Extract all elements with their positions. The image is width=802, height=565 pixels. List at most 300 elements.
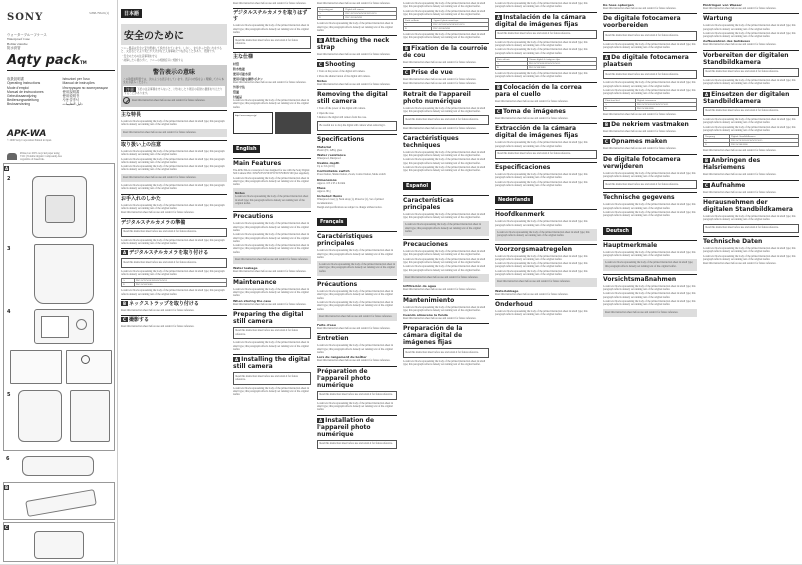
section-heading: Précautions (317, 279, 397, 288)
lang-item: Manual de instruções (62, 81, 95, 86)
body-text: Lorem text block representing the body of the printed instruction sheet in small type; this paragraph reflects densely set running text of the original leaflet. (317, 401, 393, 412)
body-text: Lorem text block representing the body of the printed instruction sheet in small type; this paragraph reflects densely set running text of the original leaflet. (403, 106, 486, 113)
recycle-logo-icon (7, 153, 17, 160)
section-heading: Instalación de la cámara digital de imágenes fijas (495, 13, 586, 28)
body-text: Lorem text block representing the body of the printed instruction sheet in small type; this paragraph reflects densely set running text of the original leaflet. (403, 33, 486, 40)
figure-label-b: B (5, 485, 9, 490)
body-text: Lorem text block representing the body of the printed instruction sheet in small type; this paragraph reflects densely set running text of the original leaflet. (317, 22, 393, 32)
section-letter: A (319, 417, 323, 423)
section-heading: Precautions (233, 211, 311, 220)
section-letter: C (705, 182, 708, 188)
body-text: Lorem text block representing the body of the printed instruction sheet in small type; this paragraph reflects densely set running text of the original leaflet. (233, 244, 309, 254)
box-text: Read this instruction sheet before use and retain it for future reference. (123, 230, 197, 234)
note-text: Read this instruction sheet before use and retain it for future reference. (123, 175, 197, 179)
lang-item: Mode d'emploi (7, 85, 29, 90)
lang-item: Operating Instructions (7, 81, 41, 86)
detail-illustration-right (66, 350, 112, 384)
body-text: Lorem text block representing the body of the printed instruction sheet in small type; this paragraph reflects densely set running text of the original leaflet. (403, 305, 486, 312)
body-text: Lorem text block representing the body of the printed instruction sheet in small type; this paragraph reflects densely set running text of the original leaflet. (603, 211, 696, 218)
body-text: Lorem text block representing the body of the printed instruction sheet in small type; this paragraph reflects densely set running text of the original leaflet. (603, 284, 696, 292)
step-number: 3 (7, 246, 11, 252)
lang-item: 使用说明书 (62, 94, 80, 98)
section-heading: Extracción de la cámara digital de imágenes fijas (495, 123, 597, 139)
section-letter: A (705, 91, 709, 97)
copyright: © 2006 Sony Corporation Printed in Japan (7, 138, 52, 142)
shooting-hands-illustration (34, 531, 84, 559)
body-text: Read this instruction sheet before use and retain it for future reference. (403, 60, 477, 64)
section-heading: Installing the digital still camera (233, 356, 310, 371)
warning-caption: 警告表示の意味 (152, 69, 195, 77)
step-text: 1 Turn on the power of the digital still camera. (317, 70, 366, 74)
section-heading: 取り扱い上の注意 (121, 140, 227, 148)
box-text: Read this instruction sheet before use and retain it for future reference. (705, 109, 779, 113)
latch-illustration (70, 390, 110, 442)
body-text: Read this instruction sheet before use and retain it for future reference. (317, 53, 391, 57)
section-heading: De nekriem vastmaken (611, 120, 689, 128)
box-text: Be careful not to drop the digital still camera when removing it. (319, 123, 386, 127)
support-right-block (275, 112, 311, 134)
body-text: Lorem text block representing the body of the printed instruction sheet in small type; this paragraph reflects densely set running text of the original leaflet. (403, 359, 486, 366)
body-text: Lorem text block representing the body of the printed instruction sheet in small type; this paragraph reflects densely set running text of the original leaflet. (121, 165, 225, 172)
section-heading: Aufnahme (710, 181, 746, 189)
box-text: Read this instruction sheet before use and retain it for future reference. (605, 33, 679, 37)
section-heading: Caractéristiques techniques (403, 133, 489, 149)
body-text: Lorem text block representing the body of the printed instruction sheet in small type; this paragraph reflects densely set running text of the original leaflet. (495, 141, 588, 148)
lang-tag-dutch: Nederlands (495, 196, 533, 204)
body-text: Lorem text block representing the body of the printed instruction sheet in small type; this paragraph reflects densely set running text of the original leaflet. (121, 289, 225, 296)
box-text: Read this instruction sheet before use and retain it for future reference. (705, 226, 779, 230)
body-text: Lorem text block representing the body of the printed instruction sheet in small type; this paragraph reflects densely set running text of the original leaflet. (495, 40, 588, 48)
subheading: Water leakage (233, 266, 258, 271)
body-text: Lorem text block representing the body of the printed instruction sheet in small type; this paragraph reflects densely set running text of the original leaflet. (317, 290, 393, 300)
note-text: Lorem text block representing the body of the printed instruction sheet in small type; this paragraph reflects densely set running text of the original leaflet. (497, 230, 590, 238)
spec-value: Plastic (PC, ABS), glass (317, 148, 343, 152)
body-text: Lorem text block representing the body of the printed instruction sheet in small type; this paragraph reflects densely set running text of the original leaflet. (121, 184, 225, 191)
body-text: Lorem text block representing the body of the printed instruction sheet in small type; this paragraph reflects densely set running text of the original leaflet. (233, 176, 309, 187)
body-text: Lorem text block representing the body of the printed instruction sheet in small type; this paragraph reflects densely set running text of the original leaflet. (233, 24, 309, 34)
section-heading: Voorzorgsmaatregelen (495, 244, 597, 253)
product-name: Aqty packTM (7, 53, 115, 71)
section-heading: Attaching the neck strap (317, 37, 390, 52)
body-text: Read this instruction sheet before use and retain it for future reference. (121, 325, 195, 329)
body-text: Lorem text block representing the body of the printed instruction sheet in small type; this paragraph reflects densely set running text of the original leaflet. (233, 233, 309, 243)
section-heading: Características principales (403, 195, 489, 211)
body-text: Read this instruction sheet before use and retain it for future reference. (233, 2, 307, 5)
figure-panel-c (3, 522, 115, 562)
body-text: Lorem text block representing the body of the printed instruction sheet in small type; this paragraph reflects densely set running text of the original leaflet. (603, 81, 696, 88)
section-letter: A (497, 14, 501, 20)
lang-item: Istruzioni per l'uso (62, 77, 90, 82)
section-letter: C (405, 70, 408, 76)
section-letter: B (319, 38, 323, 44)
japanese-column (118, 0, 230, 565)
body-text: Read this instruction sheet before use and retain it for future reference. (703, 43, 777, 47)
note-text: Read this instruction sheet before use and retain it for future reference. (497, 280, 571, 284)
dutch-german-column (600, 0, 700, 565)
section-heading: お手入れのしかた (121, 194, 227, 202)
lang-item: 取扱説明書 (7, 77, 24, 82)
section-heading: 主な仕様 (233, 52, 311, 60)
section-letter: C (123, 317, 126, 323)
body-text: Read this instruction sheet before use and retain it for future reference. (403, 78, 477, 82)
box-text: Read this instruction sheet before use and retain it for future reference. (235, 374, 298, 382)
section-heading: Technische Daten (703, 236, 799, 245)
section-letter: C (497, 108, 500, 114)
camera-in-case-illustration (18, 390, 62, 442)
subheading: Cuando almacene la funda (403, 313, 448, 318)
body-text: Read this instruction sheet before use and retain it for future reference. (317, 83, 391, 87)
support-url[interactable]: http://www.sony.co.jp/ (235, 113, 257, 117)
body-text: Lorem text block representing the body of the printed instruction sheet in small type; this paragraph reflects densely set running text of the original leaflet. (603, 171, 696, 178)
es-compat-table: Parte saliente Cámara digital de imágenes fijas A DSC-W70/W50/W30/W35/W55 B DSC-W100/W80 (495, 57, 597, 70)
section-heading: Precauciones (403, 239, 489, 248)
body-text: Lorem text block representing the body of the printed instruction sheet in small type; this paragraph reflects densely set running text of the original leaflet. (403, 150, 486, 158)
lang-item: 使用說明書 (62, 89, 80, 94)
subheading: Infiltración de agua (403, 284, 437, 289)
section-heading: Vorsichtsmaßnahmen (603, 274, 697, 283)
body-text: Read this instruction sheet before use and retain it for future reference. (403, 317, 477, 321)
spec-label: Controllable switch (317, 169, 350, 174)
lang-item: Bruksanvisning (7, 102, 30, 107)
lang-item: Gebruiksaanwijzing (7, 94, 37, 98)
section-heading: De digitale fotocamera verwijderen (603, 154, 697, 170)
spec-label: Dimensions (317, 177, 337, 182)
body-text: Lorem text block representing the body of the printed instruction sheet in small type; this paragraph reflects densely set running text of the original leaflet. (495, 180, 588, 188)
section-heading: Entretien (317, 333, 397, 342)
section-heading: Einsetzen der digitalen Standbildkamera (703, 90, 790, 105)
spec-label: Mass (317, 186, 326, 191)
body-text: Lorem text block representing the body of the printed instruction sheet in small type; this paragraph reflects densely set running text of the original leaflet. (495, 173, 588, 180)
lang-tag-japanese: 日本語 (121, 9, 142, 18)
body-text: Read this instruction sheet before use and retain it for future reference. (495, 116, 569, 120)
section-heading: Maintenance (233, 277, 311, 286)
spec-label: 質量 (233, 90, 240, 95)
subheading: Lors du rangement du boîtier (317, 355, 367, 360)
body-text: Lorem text block representing the body of the printed instruction sheet in small type; this paragraph reflects densely set running text of the original leaflet. (317, 344, 393, 354)
section-letter: B (497, 84, 501, 90)
fr-compat-table: Partie saillante Appareil photo numérique A DSC-W70/W50/W30/W35/W55 B DSC-W100/W80 (403, 18, 489, 31)
section-heading: Specifications (317, 134, 397, 143)
spec-label: 付属品 (233, 95, 243, 100)
spec-label: 防水性能 (233, 66, 246, 71)
spec-value: Approx. 105 x 95 x 64 mm (317, 181, 346, 185)
section-letter: B (705, 158, 709, 164)
section-letter: B (605, 121, 609, 127)
body-text: Read this instruction sheet before use and retain it for future reference. (703, 262, 777, 266)
spec-value: Waterproof, Dustproof (317, 156, 341, 160)
body-text: Read this instruction sheet before use and retain it for future reference. (121, 211, 195, 215)
box-text: Read this instruction sheet before use and retain it for future reference. (605, 182, 679, 186)
note-text: Read this instruction sheet before use and retain it for future reference. (235, 258, 309, 262)
lang-item: Manual de instrucciones (7, 89, 44, 94)
section-letter: C (319, 62, 322, 68)
section-letter: A (605, 55, 609, 61)
caution-label: 注意 (126, 86, 134, 92)
note-text: Read this instruction sheet before use and retain it for future reference. (605, 310, 679, 314)
lang-item: 사용설명서 (62, 98, 79, 103)
body-text: Read this instruction sheet before use and retain it for future reference. (603, 7, 677, 10)
box-text: Read this instruction sheet before use and retain it for future reference. (123, 260, 197, 264)
subheading: Aufbewahren des Gehäuses (703, 39, 750, 44)
section-heading: 主な特長 (121, 110, 227, 118)
body-text: Lorem text block representing the body of the printed instruction sheet in small type; this paragraph reflects densely set running text of the original leaflet. (703, 125, 796, 132)
body-text: Read this instruction sheet before use and retain it for future reference. (233, 270, 307, 274)
subheading: When storing the case (233, 298, 272, 303)
safety-title: 安全のために (124, 31, 184, 42)
section-heading: Vorbereiten der digitalen Standbildkamera (703, 50, 799, 66)
jp-compat-table: A DSC-W70/W50/W30/W35/W55 B DSC-W100/W80 (121, 278, 227, 287)
section-letter: A (123, 250, 127, 256)
body-text: Lorem text block representing the body of the printed instruction sheet in small type; this paragraph reflects densely set running text of the original leaflet. (495, 220, 588, 227)
note-text: Lorem text block representing the body of the printed instruction sheet in small type; this paragraph reflects densely set running text of the original leaflet. (605, 261, 694, 268)
body-text: Lorem text block representing the body of the printed instruction sheet in small type; this paragraph reflects densely set running text of the original leaflet. (233, 386, 309, 397)
figure-label-a: A (5, 166, 9, 171)
body-text: Read this instruction sheet before use and retain it for future reference. (132, 99, 206, 103)
body-text: Read this instruction sheet before use and retain it for future reference. (233, 80, 307, 84)
body-text: Lorem text block representing the body of the printed instruction sheet in small type; this paragraph reflects densely set running text of the original leaflet. (603, 250, 696, 257)
box-text: Read this instruction sheet before use and retain it for future reference. (405, 117, 479, 121)
section-heading: Retrait de l'appareil photo numérique (403, 89, 489, 105)
body-text: Lorem text block representing the body of the printed instruction sheet in small type; this paragraph reflects densely set running text of the original leaflet. (703, 254, 796, 261)
spec-value: Approx. 80 g (317, 190, 331, 194)
warning-text: この取扱説明書では、次のような表示をしています。表示の内容をよく理解してから本文をお読みください。 (123, 78, 224, 85)
body-text: Read this instruction sheet before use and retain it for future reference. (403, 82, 477, 86)
safety-title-box (121, 24, 227, 45)
body-text: Lorem text block representing the body of the printed instruction sheet in small type; this paragraph reflects densely set running text of the original leaflet. (495, 254, 588, 261)
body-text: Read this instruction sheet before use and retain it for future reference. (317, 327, 391, 331)
step-text: 1 Turn off the power of the digital still camera. (317, 107, 366, 111)
section-heading: Onderhoud (495, 299, 597, 308)
nl-compat-table: Uitstekend deel Digitale fotocamera A DSC-W70/W50/W30/W35/W55 B DSC-W100/W80 (603, 98, 697, 111)
lang-tag-spanish: Español (403, 182, 431, 190)
subheading: Eindringen von Wasser (703, 3, 742, 7)
step-number: 5 (7, 392, 11, 398)
note-text: Read this instruction sheet before use and retain it for future reference. (123, 130, 197, 134)
section-heading: Technische gegevens (603, 192, 697, 201)
body-text: Read this instruction sheet before use and retain it for future reference. (703, 7, 777, 10)
section-heading: Caractéristiques principales (317, 231, 397, 247)
spec-label: 使用可能水深 (233, 71, 252, 76)
figure-panel-a (3, 163, 115, 451)
body-text: Lorem text block representing the body of the printed instruction sheet in small type; this paragraph reflects densely set running text of the original leaflet. (403, 9, 486, 16)
body-text: Read this instruction sheet before use and retain it for future reference. (233, 302, 307, 306)
figure-label-c: C (5, 525, 8, 530)
body-text: Lorem text block representing the body of the printed instruction sheet in small type; this paragraph reflects densely set running text of the original leaflet. (403, 212, 486, 219)
section-heading: Especificaciones (495, 162, 597, 171)
body-text: Lorem text block representing the body of the printed instruction sheet in small type; this paragraph reflects densely set running text of the original leaflet. (495, 48, 588, 55)
safety-point: ・故障したら使わずに、ソニーの相談窓口に相談する (121, 58, 184, 62)
body-text: Lorem text block representing the body of the printed instruction sheet in small type; this paragraph reflects densely set running text of the original leaflet. (495, 72, 588, 79)
box-text: Read this instruction sheet before use and retain it for future reference. (319, 393, 393, 397)
recycle-note (7, 152, 114, 162)
de-compat-table: Vorsprung Digitale Standbildkamera A DSC-W70/W50/W30/W35/W55 B DSC-W100/W80 (703, 134, 799, 147)
box-text: Read this instruction sheet before use and retain it for future reference. (319, 442, 393, 446)
body-text: Lorem text block representing the body of the printed instruction sheet in small type; this paragraph reflects densely set running text of the original leaflet. (403, 257, 486, 265)
language-list (7, 77, 114, 106)
section-heading: 撮影する (128, 317, 149, 324)
section-heading: デジタルスチルカメラを取りはずす (233, 8, 311, 22)
sony-logo: SONY (7, 12, 44, 23)
model-number: APK-WA (7, 128, 47, 139)
body-text: Lorem text block representing the body of the printed instruction sheet in small type; this paragraph reflects densely set running text of the original leaflet. (317, 249, 393, 259)
recycle-line: VOC (Volatile Organic Compound)-free (20, 154, 62, 158)
body-text: Lorem text block representing the body of the printed instruction sheet in small type; this paragraph reflects densely set running text of the original leaflet. (403, 2, 486, 9)
neck-strap-illustration (25, 489, 97, 517)
body-text: Lorem text block representing the body of the printed instruction sheet in small type; this paragraph reflects densely set running text of the original leaflet. (121, 120, 225, 127)
spec-label: 使用可能な操作ボタン (233, 76, 264, 81)
body-text: Lorem text block representing the body of the printed instruction sheet in small type; this paragraph reflects densely set running text of the original leaflet. (121, 157, 225, 164)
figure-panel-b (3, 482, 115, 520)
section-letter: A (235, 357, 239, 363)
body-text: Lorem text block representing the body of the printed instruction sheet in small type; this paragraph reflects densely set running text of the original leaflet. (703, 117, 796, 125)
cover-column (0, 0, 118, 565)
body-text: Read this instruction sheet before use and retain it for future reference. (495, 292, 569, 296)
body-text: Lorem text block representing the body of the printed instruction sheet in small type; this paragraph reflects densely set running text of the original leaflet. (703, 246, 796, 254)
body-text: Lorem text block representing the body of the printed instruction sheet in small type; this paragraph reflects densely set running text of the original leaflet. (121, 203, 225, 210)
section-heading: Toma de imágenes (502, 107, 566, 115)
lang-tag-english: English (233, 145, 260, 153)
body-text: Lorem text block representing the body of the printed instruction sheet in small type; this paragraph reflects densely set running text of the original leaflet. (603, 42, 696, 49)
body-text: Lorem text block representing the body of the printed instruction sheet in small type; this paragraph reflects densely set running text of the original leaflet. (703, 79, 796, 86)
spec-value: Power button, Shutter button, Zoom, Control button, Mode switch (317, 173, 386, 177)
section-heading: Hauptmerkmale (603, 240, 697, 249)
body-text: Lorem text block representing the body of the printed instruction sheet in small type; this paragraph reflects densely set running text of the original leaflet. (495, 269, 588, 277)
section-letter: C (605, 139, 608, 145)
box-text: Read this instruction sheet before use and retain it for future reference. (405, 350, 479, 354)
subheading: De hoes opbergen (603, 3, 634, 7)
step-number: 2 (7, 176, 11, 182)
body-text: Lorem text block representing the body of the printed instruction sheet in small type; this paragraph reflects densely set running text of the original leaflet. (603, 203, 696, 210)
body-text: Lorem text block representing the body of the printed instruction sheet in small type; this paragraph reflects densely set running text of the original leaflet. (703, 24, 796, 31)
lang-item: Bedienungsanleitung (7, 98, 39, 103)
section-heading: Wartung (703, 13, 799, 22)
strap-attach-illustration (22, 456, 94, 476)
spec-label: 材質 (233, 61, 240, 66)
prohibit-text: 下記の注意事項を守らないと、けがをしたり周辺の家財に損害を与えたりすることがあります。 (124, 87, 223, 95)
body-text: Read this instruction sheet before use and retain it for future reference. (403, 288, 477, 292)
section-letter: B (123, 300, 127, 306)
section-heading: Removing the digital still camera (317, 89, 397, 105)
note-text: Read this instruction sheet before use and retain it for future reference. (405, 275, 479, 279)
body-text: Lorem text block representing the body of the printed instruction sheet in small type; this paragraph reflects densely set running text of the original leaflet. (403, 158, 486, 165)
section-heading: Prise de vue (410, 69, 453, 77)
subtitle-fr: Boîtier étanche (7, 41, 28, 46)
body-text: Read this instruction sheet before use and retain it for future reference. (403, 126, 477, 130)
section-letter: B (405, 45, 409, 51)
case-open-illustration (34, 244, 94, 304)
subheading: Fuite d'eau (317, 323, 336, 328)
box-text: Read this instruction sheet before use and retain it for future reference. (497, 32, 571, 36)
box-text: Read this instruction sheet before use and retain it for future reference. (605, 72, 679, 76)
support-left (233, 112, 273, 134)
support-banner (233, 112, 311, 134)
box-text: Read this instruction sheet before use and retain it for future reference. (705, 70, 779, 74)
french-spanish-column (400, 0, 492, 565)
spanish-dutch-column (492, 0, 600, 565)
spec-label: Included items (317, 194, 342, 199)
subtitle-zh: 防水套管 (7, 45, 21, 50)
body-text: Read this instruction sheet before use and retain it for future reference. (703, 149, 777, 153)
section-heading: Preparing the digital still camera (233, 309, 311, 325)
section-heading: Preparación de la cámara digital de imágenes fijas (403, 323, 489, 346)
body-text: Lorem text block representing the body of the printed instruction sheet in small type; this paragraph reflects densely set running text of the original leaflet. (233, 99, 309, 109)
lang-tag-german: Deutsch (603, 227, 632, 235)
spec-label: 外形寸法 (233, 85, 246, 90)
body-text: Lorem text block representing the body of the printed instruction sheet in small type; this paragraph reflects densely set running text of the original leaflet. (495, 309, 588, 317)
body-text: Lorem text block representing the body of the printed instruction sheet in small type; this paragraph reflects densely set running text of the original leaflet. (121, 149, 225, 157)
body-text: Lorem text block representing the body of the printed instruction sheet in small type; this paragraph reflects densely set running text of the original leaflet. (703, 31, 796, 39)
recycle-line: Printed on 100% recycled paper using (20, 151, 60, 155)
body-text: Lorem text block representing the body of the printed instruction sheet in small type; this paragraph reflects densely set running text of the original leaflet. (403, 166, 486, 173)
doc-code: 3-868-796-01(1) (89, 11, 109, 15)
body-text: Read this instruction sheet before use and retain it for future reference. (603, 129, 677, 133)
notes-label: Notes (235, 191, 245, 196)
camera-back-illustration (34, 309, 94, 344)
body-text: Lorem text block representing the body of the printed instruction sheet in small type; this paragraph reflects densely set running text of the original leaflet. (603, 292, 696, 299)
body-text: Read this instruction sheet before use and retain it for future reference. (603, 112, 677, 116)
body-text: Read this instruction sheet before use and retain it for future reference. (317, 359, 391, 363)
body-text: Lorem text block representing the body of the printed instruction sheet in small type; this paragraph reflects densely set running text of the original leaflet. (233, 287, 309, 298)
lang-tag-french: Français (317, 218, 347, 226)
warning-box (121, 65, 227, 107)
note-text: Lorem text block representing the body of the printed instruction sheet in small type; this paragraph reflects densely set running text of the original leaflet. (235, 195, 309, 206)
section-heading: Installation de l'appareil photo numérique (317, 416, 375, 438)
body-text: The APK-WA is a waterproof case designed for use with the Sony Digital Still Camera DSC-W30/W35/W50/W55/W70/W80/W100 (not supplied). (233, 168, 310, 176)
section-heading: Colocación de la correa para el cuello (495, 83, 582, 98)
body-text: Lorem text block representing the body of the printed instruction sheet in small type; this paragraph reflects densely set running text of the original leaflet. (233, 341, 309, 351)
subtitle-ja: ウォータープルーフケース (7, 33, 47, 37)
box-text: Read this instruction sheet before use and retain it for future reference. (235, 329, 298, 336)
section-heading: Mantenimiento (403, 295, 489, 304)
notes-label: Notes (317, 79, 327, 84)
section-heading: ネックストラップを取り付ける (129, 300, 199, 307)
body-text: Read this instruction sheet before use and retain it for future reference. (703, 173, 777, 177)
body-text: Lorem text block representing the body of the printed instruction sheet in small type; this paragraph reflects densely set running text of the original leaflet. (317, 300, 393, 311)
spec-label: Usable depth (317, 161, 340, 166)
subheading: Waterlekkage (495, 288, 519, 293)
english-french-column (314, 0, 400, 565)
section-heading: Anbringen des Halsriemens (703, 157, 761, 172)
body-text: Read this instruction sheet before use and retain it for future reference. (317, 2, 391, 5)
body-text: Lorem text block representing the body of the printed instruction sheet in small type; this paragraph reflects densely set running text of the original leaflet. (495, 262, 588, 269)
note-text: Lorem text block representing the body of the printed instruction sheet in small type; this paragraph reflects densely set running text of the original leaflet. (405, 223, 481, 233)
box-text: Read this instruction sheet before use and retain it for future reference. (235, 38, 298, 45)
japanese-english-column (230, 0, 314, 565)
body-text: Lorem text block representing the body of the printed instruction sheet in small type; this paragraph reflects densely set running text of the original leaflet. (703, 215, 796, 222)
step-text: 2 Press the shutter button of the digital still camera. (317, 74, 371, 78)
subtitle-en: Waterproof Case (7, 37, 30, 42)
section-heading: Opnames maken (610, 138, 668, 146)
body-text: Lorem text block representing the body of the printed instruction sheet in small type; this paragraph reflects densely set running text of the original leaflet. (603, 89, 696, 96)
section-heading: Shooting (324, 61, 356, 69)
spec-note: Design and specifications are subject to change without notice. (317, 205, 383, 209)
section-heading: Herausnehmen der digitalen Standbildkamera (703, 197, 799, 213)
section-heading: Préparation de l'appareil photo numérique (317, 366, 397, 389)
section-heading: デジタルスチルカメラを取り付ける (129, 250, 209, 257)
step-text: 3 Remove the digital still camera from the case. (317, 115, 367, 119)
german-column (700, 0, 802, 565)
safety-text: ソニー製品は安全に充分配慮して設計されています。しかし、まちがった使い方をすると、火災などにより死亡や大けがなど人身事故につながることがあり、危険です。 (121, 47, 222, 54)
note-text: Read this instruction sheet before use and retain it for future reference. (319, 314, 393, 318)
lang-item: Инструкция по эксплуатации (62, 85, 108, 90)
spec-value: Waterproof case (1), Neck strap (1), Protector (1), Set of printed documentation (317, 198, 384, 205)
body-text: Read this instruction sheet before use and retain it for future reference. (495, 99, 569, 103)
prohibit-icon (123, 97, 130, 104)
recycle-line: vegetable oil based ink. (20, 158, 45, 162)
lang-item: دليل التعليمات (62, 102, 83, 107)
spec-label: Water resistance (317, 152, 346, 157)
case-illustration (32, 176, 87, 238)
